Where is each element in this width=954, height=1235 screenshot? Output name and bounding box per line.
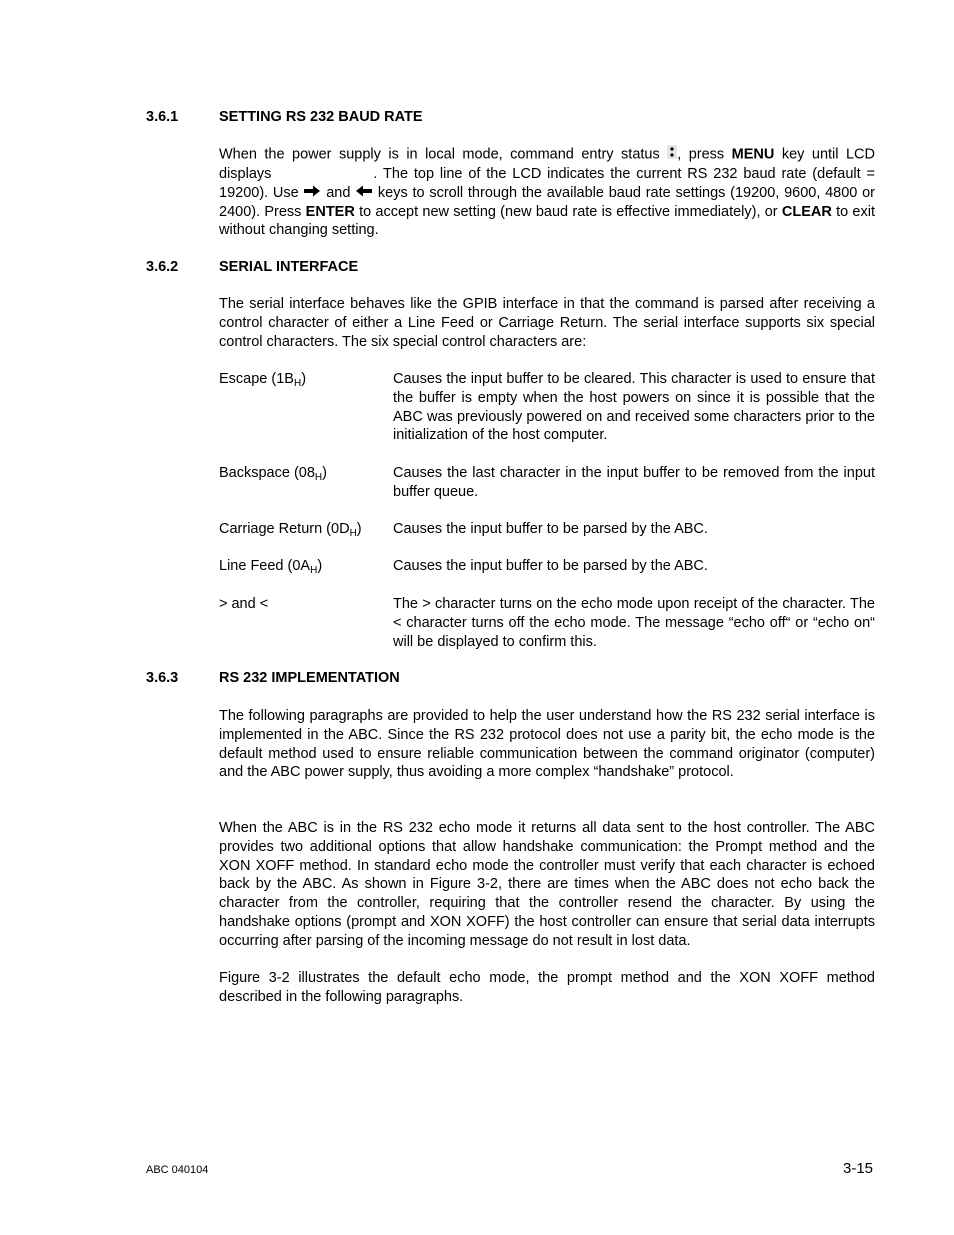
def-term: > and < <box>219 596 269 612</box>
arrow-right-icon <box>303 184 321 203</box>
section-title: RS 232 IMPLEMENTATION <box>219 670 400 686</box>
def-term: Backspace $(08_H)$ <box>219 465 327 483</box>
text-run: to accept new setting (new baud rate is effective immediately), or <box>359 203 778 220</box>
def-description: Causes the input buffer to be parsed by the ABC. <box>393 558 708 574</box>
text-run: , press <box>677 146 725 163</box>
text-run: When the power supply is in local mode, command entry status <box>219 146 660 163</box>
enter-key-label: ENTER <box>305 203 355 220</box>
text-run: . The top line of the LCD indicates the current RS 232 baud rate (default = 19200). Use <box>219 165 875 201</box>
section-heading-3-6-2 <box>146 258 358 276</box>
footer-doc-id: ABC 040104 <box>146 1164 209 1176</box>
section-number: 3.6.3 <box>146 670 179 686</box>
section-heading-3-6-1 <box>146 108 423 126</box>
section-heading-3-6-3 <box>146 669 400 687</box>
implementation-paragraph-3: Figure 3-2 illustrates the default echo mode, the prompt method and the XON XOFF method described in the following paragraphs. <box>219 970 875 1005</box>
clear-key-label: CLEAR <box>781 203 832 220</box>
text-run: key until LCD displays <box>219 146 875 182</box>
def-description: The > character turns on the echo mode upon receipt of the character. The < character turns off the echo mode. The message “echo off“ or “echo on“ will be displayed to confirm this. <box>393 596 875 650</box>
arrow-left-icon <box>355 184 373 203</box>
baud-rate-paragraph <box>219 145 875 240</box>
implementation-paragraph-1: The following paragraphs are provided to help the user understand how the RS 232 serial interface is implemented in the ABC. Since the RS 232 protocol does not use a parity bit, the echo mode is the default method used to ensure reliable communication between the command originator (computer) and the ABC power supply, thus avoiding a more complex “handshake” protocol. <box>219 708 875 781</box>
section-title: SERIAL INTERFACE <box>219 259 359 275</box>
footer-page-number: 3-15 <box>843 1160 874 1177</box>
colon-status-icon <box>667 145 677 165</box>
section-number: 3.6.1 <box>146 109 179 125</box>
def-description: Causes the input buffer to be parsed by the ABC. <box>393 521 708 537</box>
section-title: SETTING RS 232 BAUD RATE <box>219 109 423 125</box>
def-term: Escape $(1B_H)$ <box>219 371 307 389</box>
def-term: Carriage Return $(0D_H)$ <box>219 521 362 539</box>
implementation-paragraph-2: When the ABC is in the RS 232 echo mode it returns all data sent to the host controller. The ABC provides two additional options that allow handshake communication: the Prompt method and the XON XOFF method. In standard echo mode the controller must verify that each character is echoed back by the ABC. As shown in Figure 3-2, there are times when the ABC does not echo back the character from the controller, requiring that the controller resend the character. By using the handshake options (prompt and XON XOFF) the host controller can ensure that serial data interrupts occurring after parsing of the incoming message do not result in lost data. <box>219 820 875 949</box>
menu-key-label: MENU <box>731 146 775 163</box>
text-run: to exit without changing setting. <box>219 203 875 239</box>
text-run: and <box>326 184 351 201</box>
def-description: Causes the input buffer to be cleared. This character is used to ensure that the buffer is empty when the host powers on since it is possible that the ABC was previously powered on and received some characters prior to the initialization of the host computer. <box>393 371 875 444</box>
serial-interface-intro: The serial interface behaves like the GPIB interface in that the command is parsed after receiving a control character of either a Line Feed or Carriage Return. The serial interface supports six special control characters. The six special control characters are: <box>219 296 875 350</box>
def-term: Line Feed $(0A_H)$ <box>219 558 323 576</box>
section-number: 3.6.2 <box>146 259 179 275</box>
def-description: Causes the last character in the input buffer to be removed from the input buffer queue. <box>393 465 875 500</box>
text-run: keys to scroll through the available baud rate settings (19200, 9600, 4800 or 2400). Press <box>219 184 876 220</box>
